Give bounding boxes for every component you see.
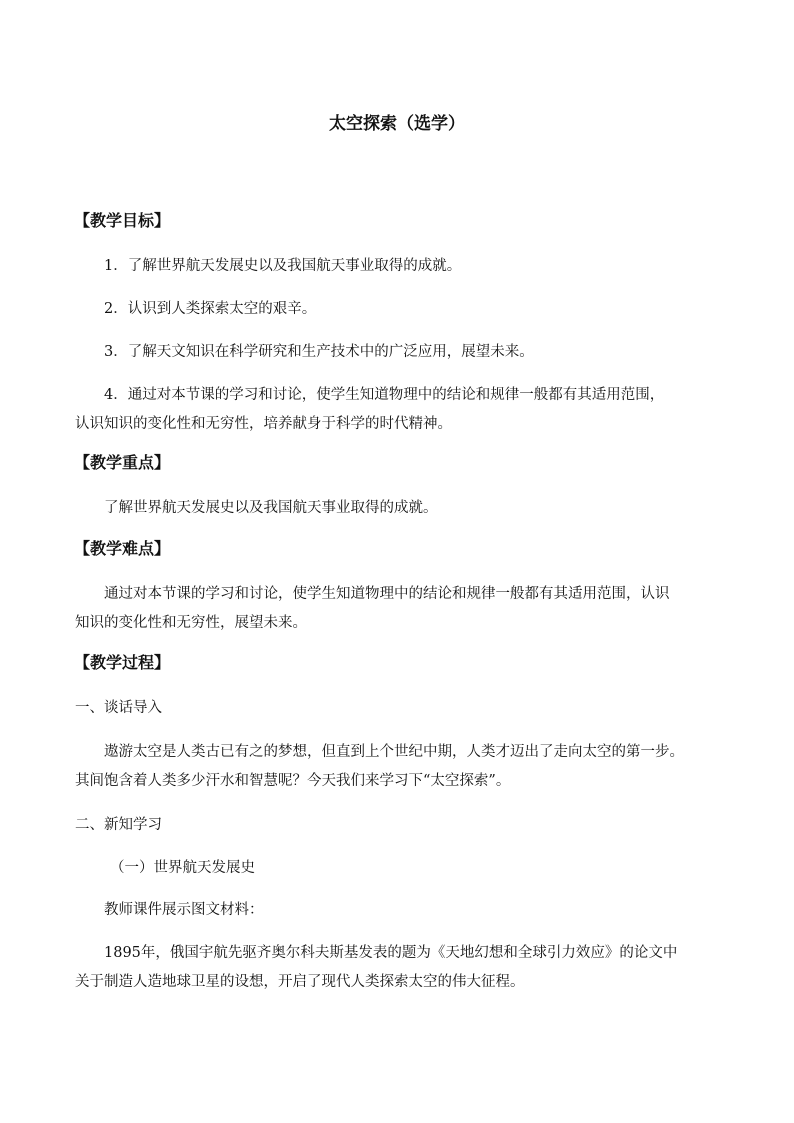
key-points-text: 了解世界航天发展史以及我国航天事业取得的成就。 xyxy=(104,500,438,516)
history-text-line-1: 1895年，俄国宇航先驱齐奥尔科夫斯基发表的题为《天地幻想和全球引力效应》的论文中 xyxy=(104,945,678,961)
key-points-heading: 【教学重点】 xyxy=(74,453,171,472)
new-learning-title: 二、新知学习 xyxy=(75,817,162,833)
subsection-title: （一）世界航天发展史 xyxy=(110,860,255,876)
intro-title: 一、谈话导入 xyxy=(75,700,162,716)
document-title: 太空探索（选学） xyxy=(329,114,465,134)
intro-text-line-2: 其间饱含着人类多少汗水和智慧呢？今天我们来学习下“太空探索”。 xyxy=(75,773,511,789)
objective-item-1: 1．了解世界航天发展史以及我国航天事业取得的成就。 xyxy=(104,258,462,274)
difficulties-text-line-1: 通过对本节课的学习和讨论，使学生知道物理中的结论和规律一般都有其适用范围，认识 xyxy=(104,586,670,602)
objective-item-2: 2．认识到人类探索太空的艰辛。 xyxy=(104,301,317,317)
difficulties-text-line-2: 知识的变化性和无穷性，展望未来。 xyxy=(75,615,307,631)
objective-item-4-line-1: 4．通过对本节课的学习和讨论，使学生知道物理中的结论和规律一般都有其适用范围， xyxy=(104,387,665,403)
teacher-material-line: 教师课件展示图文材料： xyxy=(104,902,264,918)
objective-item-4-line-2: 认识知识的变化性和无穷性，培养献身于科学的时代精神。 xyxy=(75,416,452,432)
difficulties-heading: 【教学难点】 xyxy=(74,539,171,558)
objectives-heading: 【教学目标】 xyxy=(74,211,171,230)
process-heading: 【教学过程】 xyxy=(74,653,171,672)
history-text-line-2: 关于制造人造地球卫星的设想，开启了现代人类探索太空的伟大征程。 xyxy=(75,974,525,990)
objective-item-3: 3．了解天文知识在科学研究和生产技术中的广泛应用，展望未来。 xyxy=(104,344,534,360)
intro-text-line-1: 遨游太空是人类古已有之的梦想，但直到上个世纪中期，人类才迈出了走向太空的第一步。 xyxy=(104,744,684,760)
